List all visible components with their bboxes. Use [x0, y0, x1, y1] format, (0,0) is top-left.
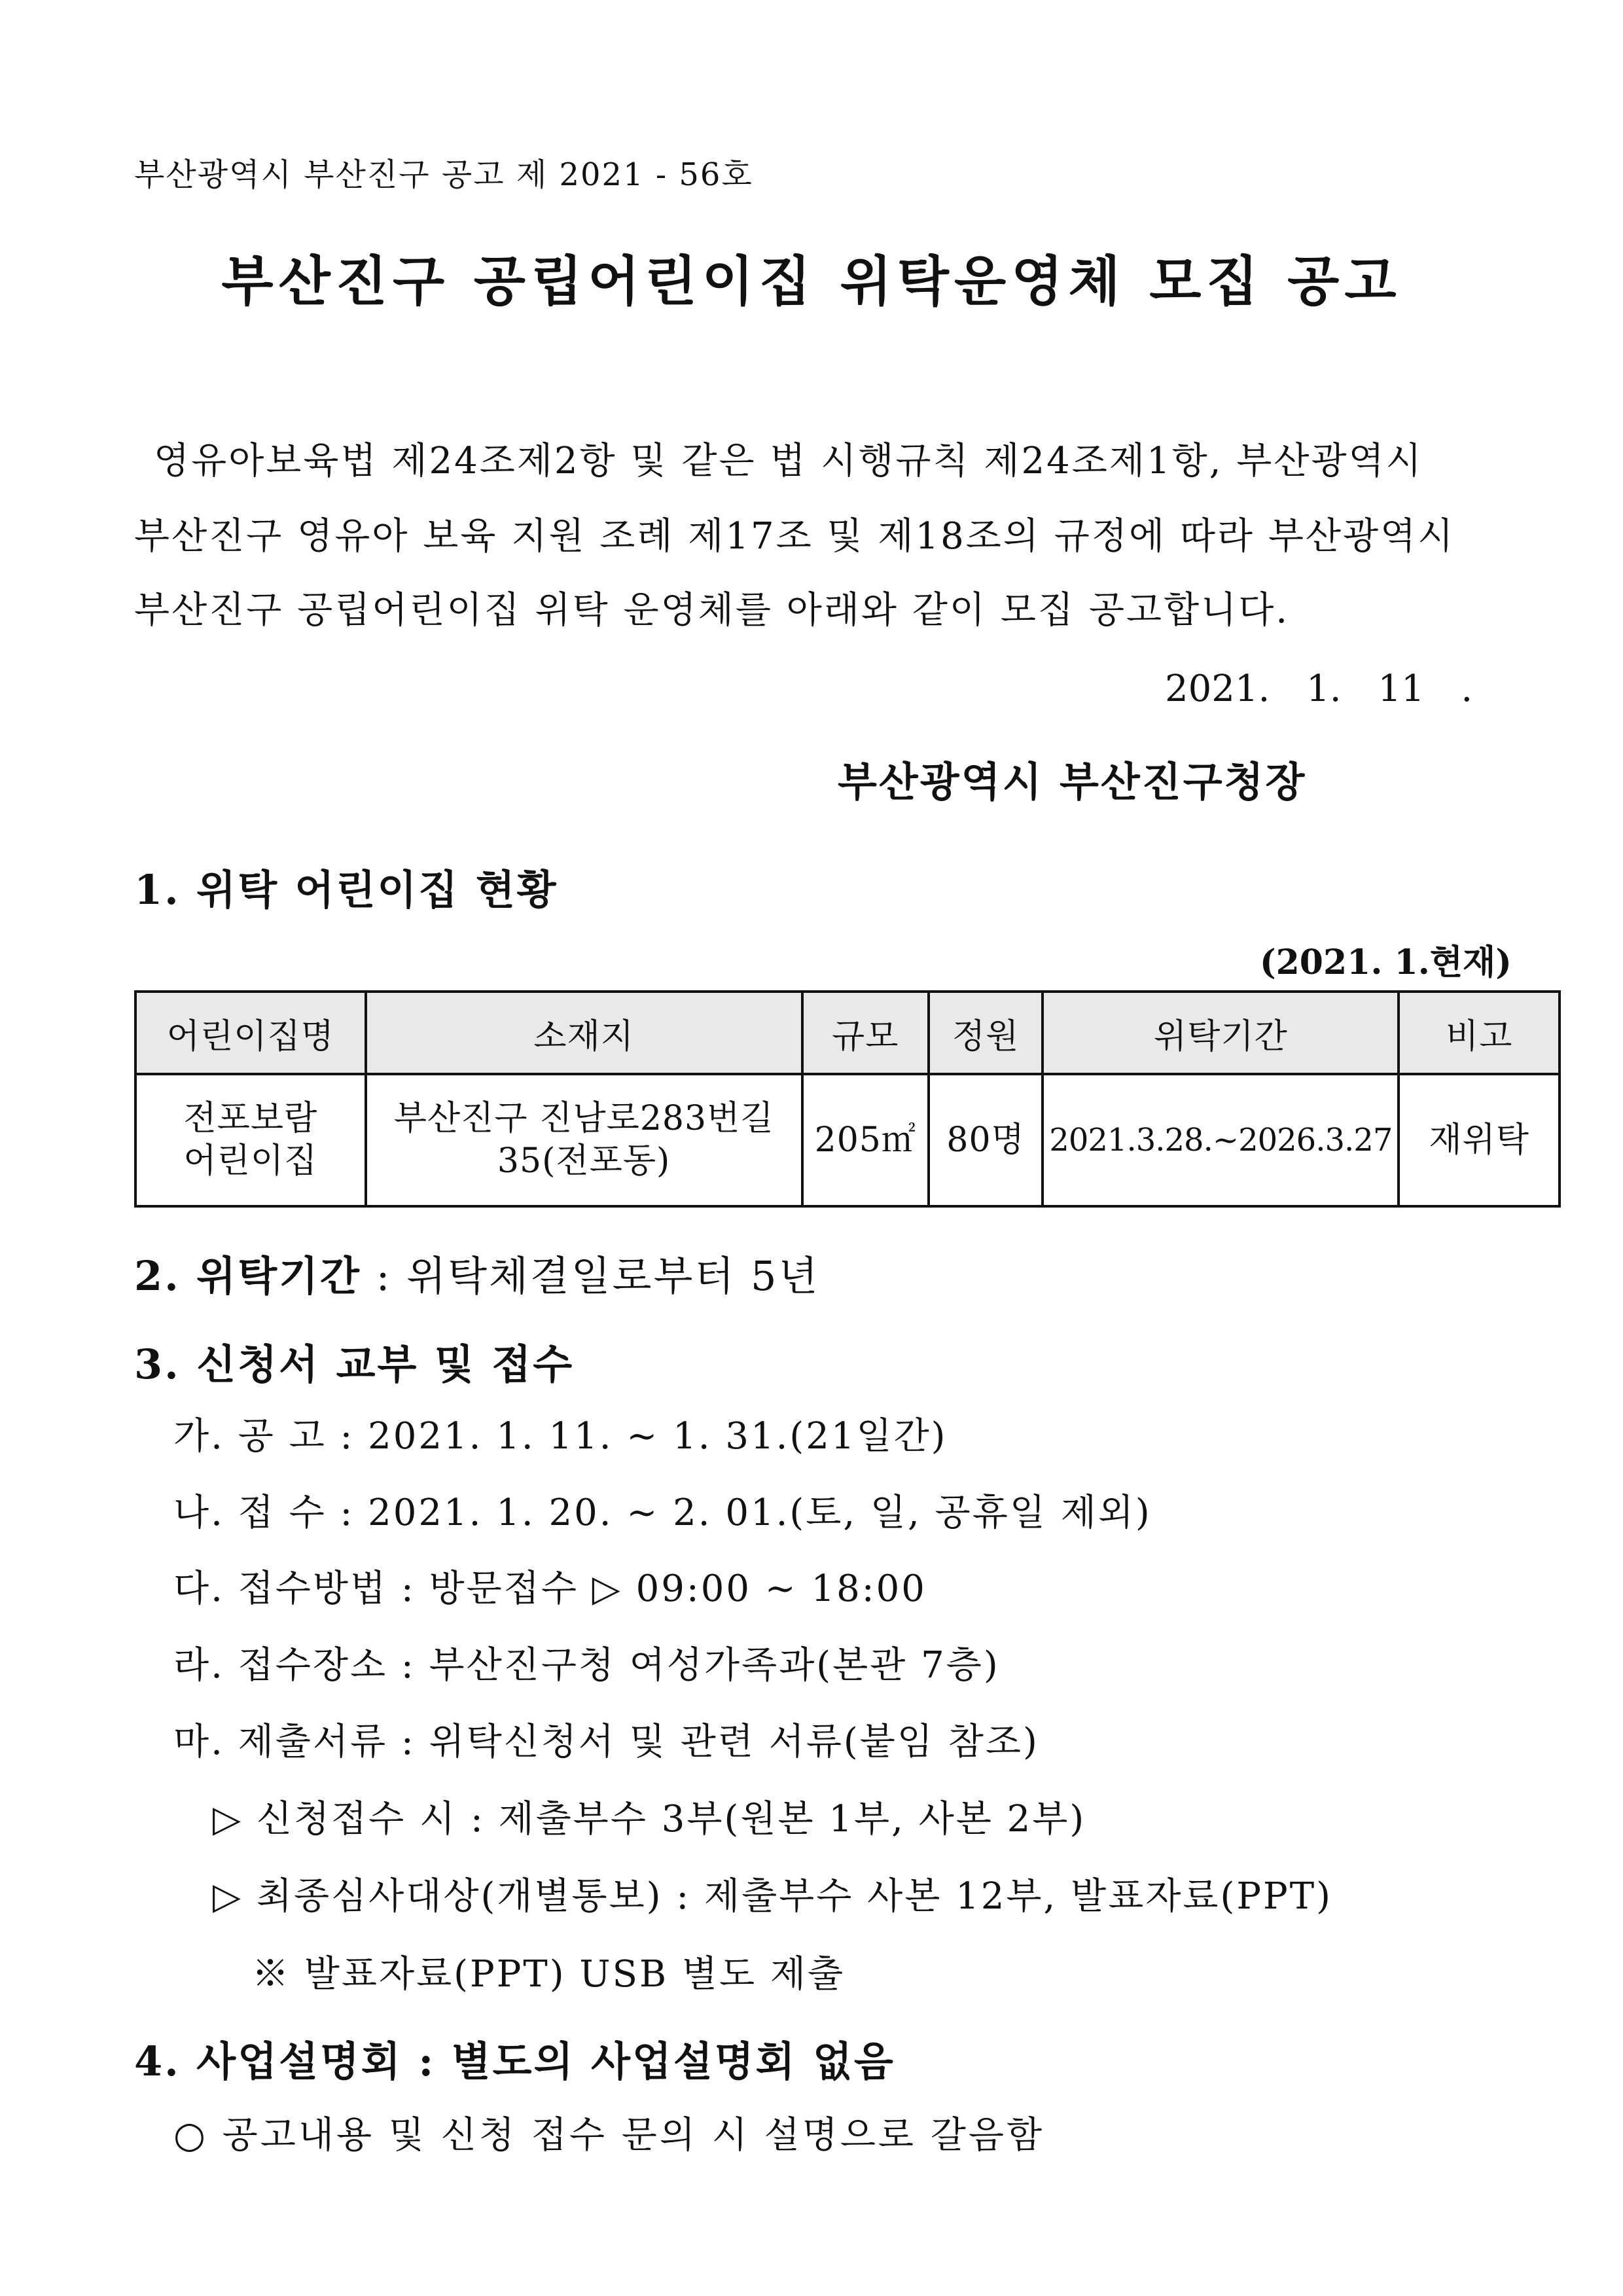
- cell-daycare-name: [135, 1074, 366, 1206]
- notice-number: 부산광역시 부산진구 공고 제 2021 - 56호: [134, 156, 753, 193]
- notice-date: 2021. 1. 11 .: [1165, 668, 1473, 710]
- as-of-date: (2021. 1.현재): [1260, 942, 1512, 982]
- daycare-name-line-2: 어린이집: [183, 1141, 318, 1181]
- sub-list-item: ▷ 신청접수 시 : 제출부수 3부(원본 1부, 사본 2부): [213, 1798, 1086, 1840]
- table-header-row: [135, 992, 1560, 1074]
- section-1-heading: 1. 위탁 어린이집 현황: [134, 866, 558, 914]
- address-line-2: 35(전포동): [497, 1141, 671, 1181]
- table-row: [135, 1074, 1560, 1206]
- column-header-note: 비고: [1399, 992, 1560, 1074]
- section-4-item: ○ 공고내용 및 신청 접수 문의 시 설명으로 갈음함: [173, 2114, 1045, 2157]
- list-item: 나. 접 수 : 2021. 1. 20. ~ 2. 01.(토, 일, 공휴일 제외): [173, 1492, 1152, 1534]
- section-2-text: : 위탁체결일로부터 5년: [361, 1252, 820, 1300]
- daycare-name-line-1: 전포보람: [183, 1099, 318, 1138]
- section-2: [134, 1244, 819, 1302]
- intro-line-1: 영유아보육법 제24조제2항 및 같은 법 시행규칙 제24조제1항, 부산광역시: [154, 440, 1423, 482]
- section-4-heading: 4. 사업설명회 : 별도의 사업설명회 없음: [134, 2037, 895, 2085]
- intro-line-3: 부산진구 공립어린이집 위탁 운영체를 아래와 같이 모집 공고합니다.: [134, 589, 1290, 632]
- cell-address: [366, 1074, 802, 1206]
- address-line-1: 부산진구 진남로283번길: [393, 1099, 774, 1138]
- cell-capacity: 80명: [929, 1074, 1043, 1206]
- sub-list-item: ▷ 최종심사대상(개별통보) : 제출부수 사본 12부, 발표자료(PPT): [213, 1875, 1332, 1918]
- page-title: 부산진구 공립어린이집 위탁운영체 모집 공고: [221, 250, 1402, 313]
- list-item: 다. 접수방법 : 방문접수 ▷ 09:00 ~ 18:00: [173, 1568, 927, 1610]
- column-header-address: 소재지: [366, 992, 802, 1074]
- daycare-status-table: [134, 990, 1561, 1208]
- intro-line-2: 부산진구 영유아 보육 지원 조례 제17조 및 제18조의 규정에 따라 부산광역시: [134, 515, 1455, 558]
- section-2-heading: 2. 위탁기간: [134, 1252, 361, 1300]
- section-3-heading: 3. 신청서 교부 및 접수: [134, 1340, 575, 1388]
- submission-note: ※ 발표자료(PPT) USB 별도 제출: [252, 1953, 846, 1996]
- list-item: 가. 공 고 : 2021. 1. 11. ~ 1. 31.(21일간): [173, 1415, 948, 1458]
- cell-note: 재위탁: [1399, 1074, 1560, 1206]
- column-header-capacity: 정원: [929, 992, 1043, 1074]
- column-header-name: 어린이집명: [135, 992, 366, 1074]
- list-item: 마. 제출서류 : 위탁신청서 및 관련 서류(붙임 참조): [173, 1721, 1039, 1763]
- list-item: 라. 접수장소 : 부산진구청 여성가족과(본관 7층): [173, 1644, 1000, 1687]
- cell-period: 2021.3.28.~2026.3.27: [1043, 1074, 1399, 1206]
- column-header-period: 위탁기간: [1043, 992, 1399, 1074]
- signer: 부산광역시 부산진구청장: [838, 758, 1307, 806]
- column-header-size: 규모: [802, 992, 929, 1074]
- cell-size: 205㎡: [802, 1074, 929, 1206]
